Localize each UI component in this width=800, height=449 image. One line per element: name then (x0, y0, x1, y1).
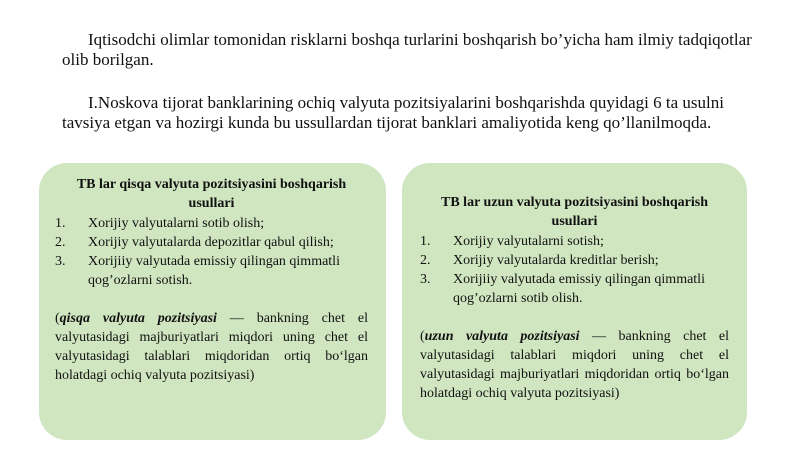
short-position-title: TB lar qisqa valyuta pozitsiyasini boshqarish usullari (76, 177, 347, 211)
list-item-number: 1. (420, 234, 431, 249)
list-item-text: Xorijiy valyutalarni sotib olish; (88, 216, 265, 231)
list-item (420, 270, 729, 308)
list-item-number: 3. (420, 272, 431, 287)
intro-paragraph (62, 30, 752, 70)
list-item (55, 252, 368, 290)
intro-paragraph-text: Iqtisodchi olimlar tomonidan risklarni boshqa turlarini boshqarish bo’yicha ham ilmiy tadqiqotlar olib borilgan. (62, 30, 752, 69)
list-item-number: 3. (55, 254, 66, 269)
list-item (55, 233, 368, 252)
noskova-paragraph-text: I.Noskova tijorat banklarining ochiq valyuta pozitsiyalarini boshqarishda quyidagi 6 ta usulni tavsiya etgan va hozirgi kunda bu ussullardan tijorat banklari amaliyotida keng qo’llanilmoqda. (62, 93, 724, 132)
short-position-box (39, 163, 386, 440)
long-position-title: TB lar uzun valyuta pozitsiyasini boshqarish usullari (441, 195, 708, 229)
definition-term: uzun valyuta pozitsiyasi (424, 329, 580, 344)
list-item-text: Xorijiy valyutalarda kreditlar berish; (453, 253, 659, 268)
long-position-methods-list (420, 232, 729, 308)
list-item (420, 232, 729, 251)
long-position-box (402, 163, 747, 440)
list-item-number: 1. (55, 216, 66, 231)
list-item (55, 214, 368, 233)
definition-text: — bankning chet el valyutasidagi talablari miqdori uning chet el valyutasidagi majburiyatlari miqdoridan ortiq bo‘lgan holatdagi ochiq valyuta pozitsiyasi) (420, 329, 730, 401)
definition-open-paren: ( (420, 329, 425, 344)
list-item-number: 2. (420, 253, 431, 268)
list-item-number: 2. (55, 235, 66, 250)
short-position-methods-list (55, 214, 368, 290)
list-item-text: Xorijiy valyutalarni sotish; (453, 234, 604, 249)
short-position-definition (55, 309, 368, 385)
definition-term: qisqa valyuta pozitsiyasi (59, 311, 217, 326)
list-item-text: Xorijiiy valyutada emissiy qilingan qimmatli qog’ozlarni sotish. (88, 254, 340, 288)
definition-text: — bankning chet el valyutasidagi majburiyatlari miqdori uning chet el valyutasidagi talablari miqdoridan ortiq bo‘lgan holatdagi ochiq valyuta pozitsiyasi) (55, 311, 368, 383)
list-item (420, 251, 729, 270)
long-position-definition (420, 327, 729, 403)
list-item-text: Xorijiiy valyutada emissiy qilingan qimmatli qog’ozlarni sotib olish. (453, 272, 705, 306)
noskova-paragraph (62, 93, 752, 133)
definition-open-paren: ( (55, 311, 60, 326)
list-item-text: Xorijiy valyutalarda depozitlar qabul qilish; (88, 235, 334, 250)
